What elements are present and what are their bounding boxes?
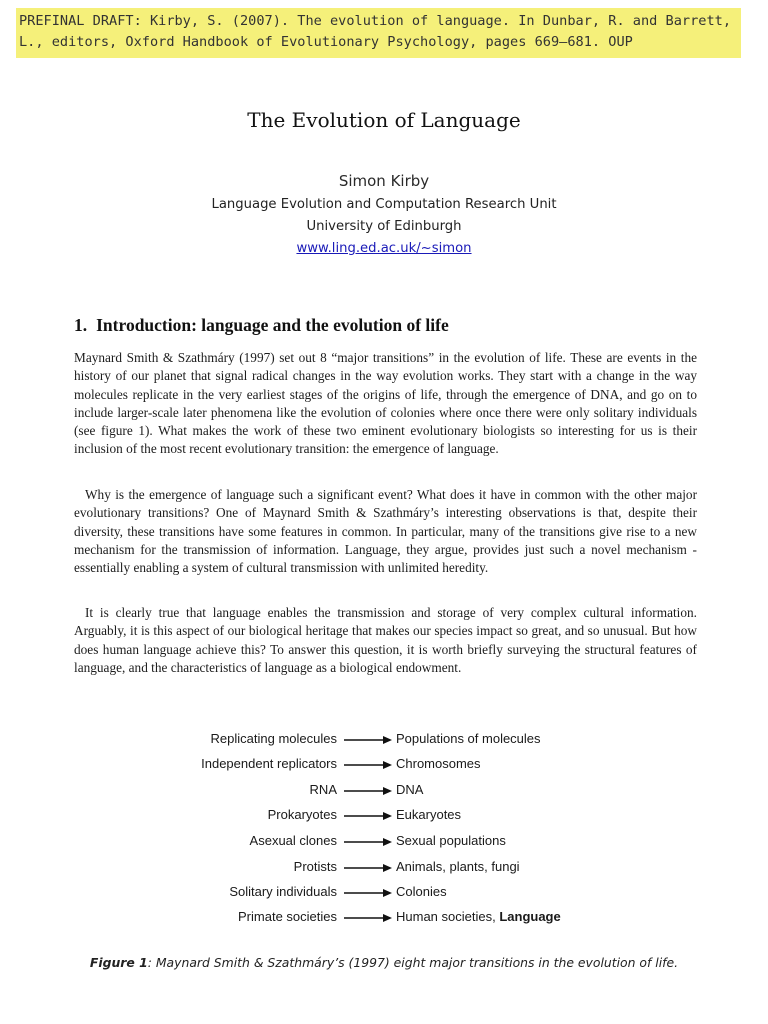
transition-row — [0, 782, 768, 800]
paragraph-1: Maynard Smith & Szathmáry (1997) set out 8 “major transitions” in the evolution of life. These are events in the history of our planet that signal radical changes in the way evolution works. They start with a change in the way molecules replicate in the very earliest stages of the origins of life, through the emergence of DNA, and go on to include larger-scale later phenomena like the evolution of colonies where once there were only solitary individuals (see figure 1). What makes the work of these two eminent evolutionary biologists so interesting for us is their inclusion of the most recent evolutionary transition: the emergence of language. — [74, 350, 697, 457]
transition-to-text: Human societies, — [396, 909, 500, 924]
transition-to: Sexual populations — [396, 833, 506, 848]
transition-to: Colonies — [396, 884, 447, 899]
draft-citation-line-2: L., editors, Oxford Handbook of Evolutionary Psychology, pages 669–681. OUP — [19, 34, 633, 50]
transition-row — [0, 731, 768, 749]
transition-row — [0, 807, 768, 825]
transition-to: Chromosomes — [396, 756, 481, 771]
transition-row — [0, 884, 768, 902]
transition-from: Solitary individuals — [229, 884, 337, 899]
arrow-icon — [344, 886, 392, 900]
author-url-link[interactable]: www.ling.ed.ac.uk/~simon — [296, 241, 472, 256]
transition-from: Replicating molecules — [210, 731, 337, 746]
paper-title: The Evolution of Language — [247, 108, 521, 132]
affiliation-university: University of Edinburgh — [306, 219, 462, 234]
figure-caption-label: Figure 1 — [89, 955, 148, 970]
arrow-icon — [344, 835, 392, 849]
arrow-icon — [344, 758, 392, 772]
transition-from: Primate societies — [238, 909, 337, 924]
transition-row — [0, 833, 768, 851]
section-heading — [74, 315, 449, 336]
draft-citation-banner — [16, 8, 741, 58]
transition-to: Eukaryotes — [396, 807, 462, 822]
figure-caption — [0, 955, 768, 970]
transition-to: Animals, plants, fungi — [396, 859, 520, 874]
arrow-icon — [344, 784, 392, 798]
section-title: Introduction: language and the evolution of life — [96, 315, 449, 335]
transition-from: RNA — [309, 782, 337, 797]
paragraph-2: Why is the emergence of language such a significant event? What does it have in common with the other major evolutionary transitions? One of Maynard Smith & Szathmáry’s interesting observations is that, despite their diversity, these transitions have some features in common. In particular, many of the transitions give rise to a new mechanism for the transmission of information. Language, they argue, provides just such a novel mechanism - essentially enabling a system of cultural transmission with unlimited heredity. — [74, 487, 697, 575]
arrow-icon — [344, 809, 392, 823]
transition-to-bold: Language — [499, 909, 561, 924]
figure-caption-text: : Maynard Smith & Szathmáry’s (1997) eight major transitions in the evolution of life. — [147, 955, 679, 970]
transition-row — [0, 756, 768, 774]
transition-row — [0, 859, 768, 877]
transition-row — [0, 909, 768, 927]
transition-to — [396, 909, 561, 924]
draft-citation-line-1: PREFINAL DRAFT: Kirby, S. (2007). The evolution of language. In Dunbar, R. and Barrett, — [19, 13, 732, 29]
transition-from: Independent replicators — [201, 756, 337, 771]
transition-to: DNA — [396, 782, 424, 797]
author-url-line — [0, 241, 768, 256]
transition-to: Populations of molecules — [396, 731, 541, 746]
transition-from: Prokaryotes — [267, 807, 337, 822]
arrow-icon — [344, 861, 392, 875]
transition-from: Protists — [293, 859, 337, 874]
arrow-icon — [344, 911, 392, 925]
transition-from: Asexual clones — [249, 833, 337, 848]
affiliation-unit: Language Evolution and Computation Research Unit — [211, 197, 557, 212]
section-number: 1. — [74, 315, 88, 335]
paragraph-3: It is clearly true that language enables the transmission and storage of very complex cultural information. Arguably, it is this aspect of our biological heritage that makes our species impact so great, and so unusual. But how does human language achieve this? To answer this question, it is worth briefly surveying the structural features of language, and the characteristics of language as a biological endowment. — [74, 605, 697, 675]
author-name: Simon Kirby — [338, 172, 430, 190]
arrow-icon — [344, 733, 392, 747]
